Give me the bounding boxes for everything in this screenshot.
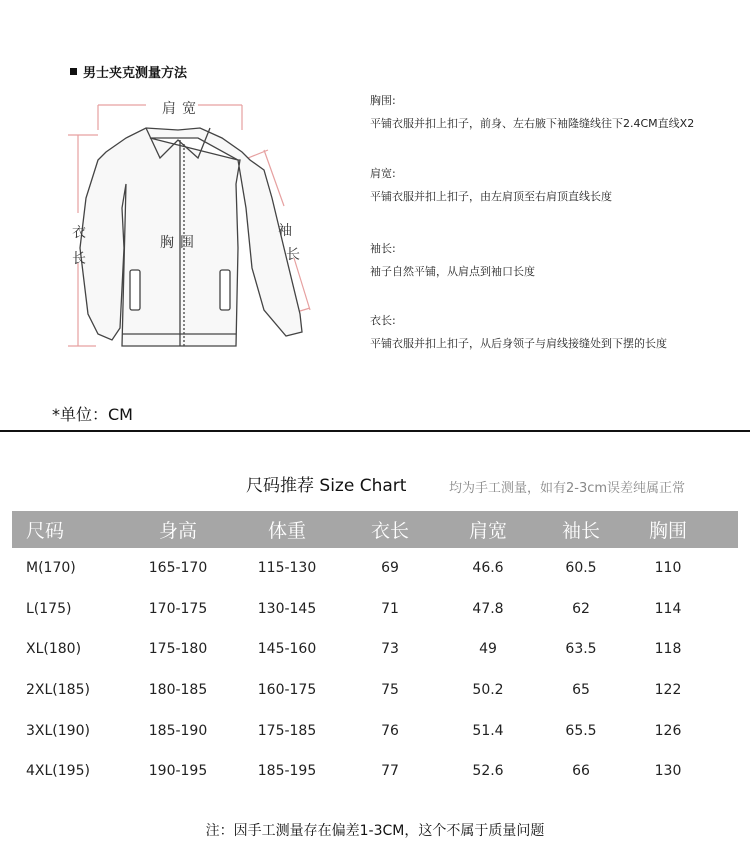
cell-height: 170-175: [148, 600, 208, 617]
cell-height: 185-190: [148, 722, 208, 739]
divider-line: [0, 430, 750, 432]
cell-sleeve: 65: [572, 682, 590, 699]
cell-shoulder: 47.8: [472, 600, 504, 617]
spec-shoulder: [370, 165, 700, 205]
header-chest: 胸围: [648, 520, 687, 542]
table-body: [12, 548, 738, 792]
cell-weight: 130-145: [257, 600, 317, 617]
cell-weight: 185-195: [257, 763, 317, 780]
header-shoulder: 肩宽: [468, 520, 507, 542]
jacket-illustration: [50, 88, 350, 368]
cell-chest: 110: [654, 560, 682, 577]
size-chart-title: 尺码推荐 Size Chart: [246, 476, 407, 496]
table-row: [12, 751, 738, 792]
cell-chest: 114: [654, 600, 682, 617]
cell-chest: 122: [654, 682, 682, 699]
cell-length: 76: [381, 722, 399, 739]
table-header-row: [12, 511, 738, 548]
cell-shoulder: 46.6: [472, 560, 504, 577]
cell-shoulder: 52.6: [472, 763, 504, 780]
cell-chest: 130: [654, 763, 682, 780]
shoulder-label: 肩宽: [162, 101, 202, 117]
section-heading: [70, 62, 187, 81]
table-row: [12, 589, 738, 630]
header-height: 身高: [158, 520, 197, 542]
header-weight: 体重: [267, 520, 306, 542]
header-sleeve: 袖长: [561, 520, 600, 542]
spec-chest: [370, 92, 700, 132]
cell-size: 4XL(195): [26, 763, 90, 780]
cell-height: 165-170: [148, 560, 208, 577]
cell-shoulder: 51.4: [472, 722, 504, 739]
cell-sleeve: 60.5: [565, 560, 597, 577]
unit-text: *单位：CM: [52, 405, 133, 424]
cell-weight: 175-185: [257, 722, 317, 739]
cell-length: 75: [381, 682, 399, 699]
cell-weight: 160-175: [257, 682, 317, 699]
spec-title: 胸围:: [370, 94, 396, 107]
cell-weight: 145-160: [257, 641, 317, 658]
cell-chest: 126: [654, 722, 682, 739]
cell-size: 3XL(190): [26, 722, 90, 739]
cell-weight: 115-130: [257, 560, 317, 577]
cell-length: 71: [381, 600, 399, 617]
sleeve-label-1: 袖: [278, 223, 298, 239]
cell-size: XL(180): [26, 641, 82, 658]
cell-size: L(175): [26, 600, 72, 617]
length-label-1: 衣: [72, 225, 92, 241]
header-length: 衣长: [370, 520, 409, 542]
cell-sleeve: 62: [572, 600, 590, 617]
spec-text: 袖子自然平铺，从肩点到袖口长度: [370, 265, 535, 278]
table-row: [12, 710, 738, 751]
cell-sleeve: 66: [572, 763, 590, 780]
spec-title: 肩宽:: [370, 167, 396, 180]
spec-title: 衣长:: [370, 314, 396, 327]
cell-size: 2XL(185): [26, 682, 90, 699]
heading-text: 男士夹克测量方法: [83, 66, 188, 81]
spec-text: 平铺衣服并扣上扣子，由左肩顶至右肩顶直线长度: [370, 190, 612, 203]
jacket-diagram: [50, 88, 350, 368]
cell-shoulder: 50.2: [472, 682, 504, 699]
cell-sleeve: 65.5: [565, 722, 597, 739]
table-row: [12, 670, 738, 711]
spec-length: [370, 312, 700, 352]
cell-shoulder: 49: [479, 641, 497, 658]
cell-length: 77: [381, 763, 399, 780]
table-row: [12, 629, 738, 670]
cell-chest: 118: [654, 641, 682, 658]
spec-text: 平铺衣服并扣上扣子，从后身领子与肩线接缝处到下摆的长度: [370, 337, 667, 350]
size-table: [12, 511, 738, 792]
spec-text: 平铺衣服并扣上扣子，前身、左右腋下袖隆缝线往下2.4CM直线X2: [370, 117, 695, 130]
length-label-2: 长: [72, 251, 92, 267]
cell-size: M(170): [26, 560, 76, 577]
cell-length: 69: [381, 560, 399, 577]
spec-sleeve: [370, 240, 700, 280]
cell-sleeve: 63.5: [565, 641, 597, 658]
bullet-square-icon: [70, 68, 77, 75]
spec-title: 袖长:: [370, 242, 396, 255]
size-chart-note: 均为手工测量，如有2-3cm误差纯属正常: [449, 481, 686, 496]
footnote: 注：因手工测量存在偏差1-3CM，这个不属于质量问题: [205, 823, 545, 839]
cell-height: 180-185: [148, 682, 208, 699]
cell-height: 175-180: [148, 641, 208, 658]
sleeve-label-2: 长: [286, 247, 306, 263]
cell-height: 190-195: [148, 763, 208, 780]
table-row: [12, 548, 738, 589]
cell-length: 73: [381, 641, 399, 658]
header-size: 尺码: [26, 520, 65, 542]
chest-label: 胸围: [160, 235, 200, 251]
